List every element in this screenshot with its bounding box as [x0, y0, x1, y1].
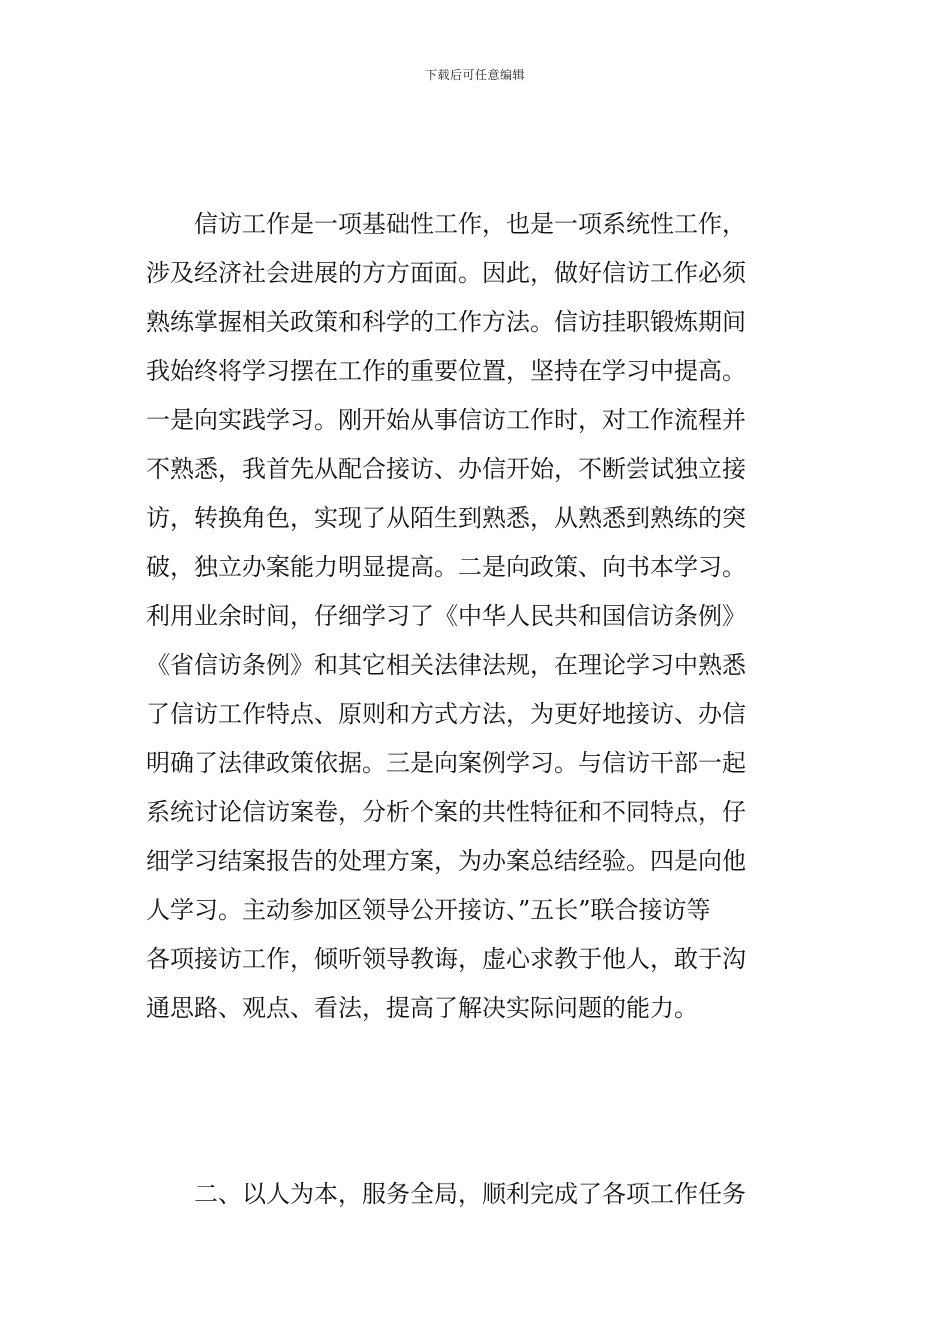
- paragraph-line: 细学习结案报告的处理方案，为办案总结经验。四是向他: [146, 847, 746, 875]
- paragraph-line: 涉及经济社会进展的方方面面。因此，做好信访工作必须: [146, 259, 746, 287]
- paragraph-line: 各项接访工作，倾听领导教诲，虚心求教于他人，敢于沟: [146, 945, 746, 973]
- paragraph-line: 人学习。主动参加区领导公开接访、”五长”联合接访等: [146, 896, 711, 924]
- paragraph-line: 破，独立办案能力明显提高。二是向政策、向书本学习。: [146, 553, 746, 581]
- paragraph-line: 利用业余时间，仔细学习了《中华人民共和国信访条例》: [146, 602, 746, 630]
- paragraph-line: 一是向实践学习。刚开始从事信访工作时，对工作流程并: [146, 406, 746, 434]
- paragraph-line: 我始终将学习摆在工作的重要位置，坚持在学习中提高。: [146, 357, 746, 385]
- paragraph-line: 通思路、观点、看法，提高了解决实际问题的能力。: [146, 994, 698, 1022]
- paragraph-line: 访，转换角色，实现了从陌生到熟悉，从熟悉到熟练的突: [146, 504, 746, 532]
- section-heading: 二、以人为本，服务全局，顺利完成了各项工作任务: [194, 1180, 746, 1208]
- paragraph-line: 系统讨论信访案卷，分析个案的共性特征和不同特点，仔: [146, 798, 746, 826]
- paragraph-line: 明确了法律政策依据。三是向案例学习。与信访干部一起: [146, 749, 746, 777]
- paragraph-line: 信访工作是一项基础性工作，也是一项系统性工作，: [194, 210, 746, 238]
- paragraph-line: 《省信访条例》和其它相关法律法规，在理论学习中熟悉: [146, 651, 746, 679]
- paragraph-line: 了信访工作特点、原则和方式方法，为更好地接访、办信: [146, 700, 746, 728]
- paragraph-line: 不熟悉，我首先从配合接访、办信开始，不断尝试独立接: [146, 455, 746, 483]
- header-note: 下载后可任意编辑: [424, 68, 525, 82]
- body-paragraph: [146, 200, 806, 1033]
- paragraph-line: 熟练掌握相关政策和科学的工作方法。信访挂职锻炼期间: [146, 308, 746, 336]
